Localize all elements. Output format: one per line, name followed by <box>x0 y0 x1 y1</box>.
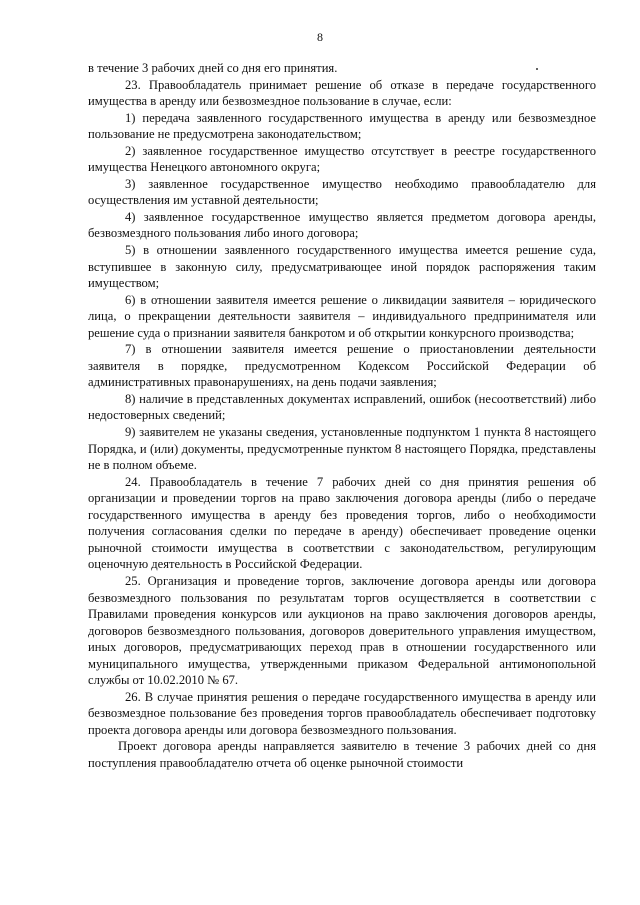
list-item-7: 7) в отношении заявителя имеется решение о приостановлении деятельности заявителя в порядке, предусмотренном Кодексом Российской Федерации об административных правонарушениях, на день подачи заявления; <box>88 342 596 390</box>
paragraph-23: 23. Правообладатель принимает решение об отказе в передаче государственного имущества в аренду или безвозмездное пользование в случае, если: <box>88 77 596 109</box>
list-item-3: 3) заявленное государственное имущество необходимо правообладателю для осуществления им уставной деятельности; <box>88 176 596 208</box>
paragraph-24: 24. Правообладатель в течение 7 рабочих дней со дня принятия решения об организации и проведении торгов на право заключения договора аренды (либо о передаче государственного имущества в аренду без проведения торгов, либо о необходимости получения согласования сделки по передаче в аренду) обеспечивает проведение оценки рыночной стоимости имущества в соответствии с законодательством, регулирующим оценочную деятельность в Российской Федерации. <box>88 474 596 572</box>
list-item-1: 1) передача заявленного государственного имущества в аренду или безвозмездное пользование не предусмотрена законодательством; <box>88 110 596 142</box>
paragraph-25: 25. Организация и проведение торгов, заключение договора аренды или договора безвозмездного пользования по результатам торгов осуществляется в соответствии с Правилами проведения конкурсов или аукционов на право заключения договоров аренды, договоров безвозмездного пользования, договоров доверительного управления имуществом, иных договоров, предусматривающих переход прав в отношении государственного или муниципального имущества, утвержденными приказом Федеральной антимонопольной службы от 10.02.2010 № 67. <box>88 573 596 688</box>
list-item-2: 2) заявленное государственное имущество отсутствует в реестре государственного имущества Ненецкого автономного округа; <box>88 143 596 175</box>
list-item-4: 4) заявленное государственное имущество является предметом договора аренды, безвозмездного пользования либо иного договора; <box>88 209 596 241</box>
list-item-6: 6) в отношении заявителя имеется решение о ликвидации заявителя – юридического лица, о прекращении деятельности заявителя – индивидуального предпринимателя или решение суда о признании заявителя банкротом и об открытии конкурсного производства; <box>88 292 596 340</box>
page-number: 8 <box>317 30 323 44</box>
list-item-9: 9) заявителем не указаны сведения, установленные подпунктом 1 пункта 8 настоящего Порядка, и (или) документы, предусмотренные пунктом 8 настоящего Порядка, представлены не в полном объеме. <box>88 425 596 473</box>
list-item-8: 8) наличие в представленных документах исправлений, ошибок (несоответствий) либо недостоверных сведений; <box>88 391 596 423</box>
paragraph-27: Проект договора аренды направляется заявителю в течение 3 рабочих дней со дня поступления правообладателю отчета об оценке рыночной стоимости <box>88 739 596 770</box>
list-item-5: 5) в отношении заявленного государственного имущества имеется решение суда, вступившее в законную силу, предусматривающее иной порядок распоряжения таким имуществом; <box>88 243 596 291</box>
paragraph-26: 26. В случае принятия решения о передаче государственного имущества в аренду или безвозмездное пользование без проведения торгов правообладатель обеспечивает подготовку проекта договора аренды или договора безвозмездного пользования. <box>88 689 596 737</box>
paragraph-continuation: в течение 3 рабочих дней со дня его принятия. <box>88 61 338 75</box>
document-body <box>88 60 596 772</box>
